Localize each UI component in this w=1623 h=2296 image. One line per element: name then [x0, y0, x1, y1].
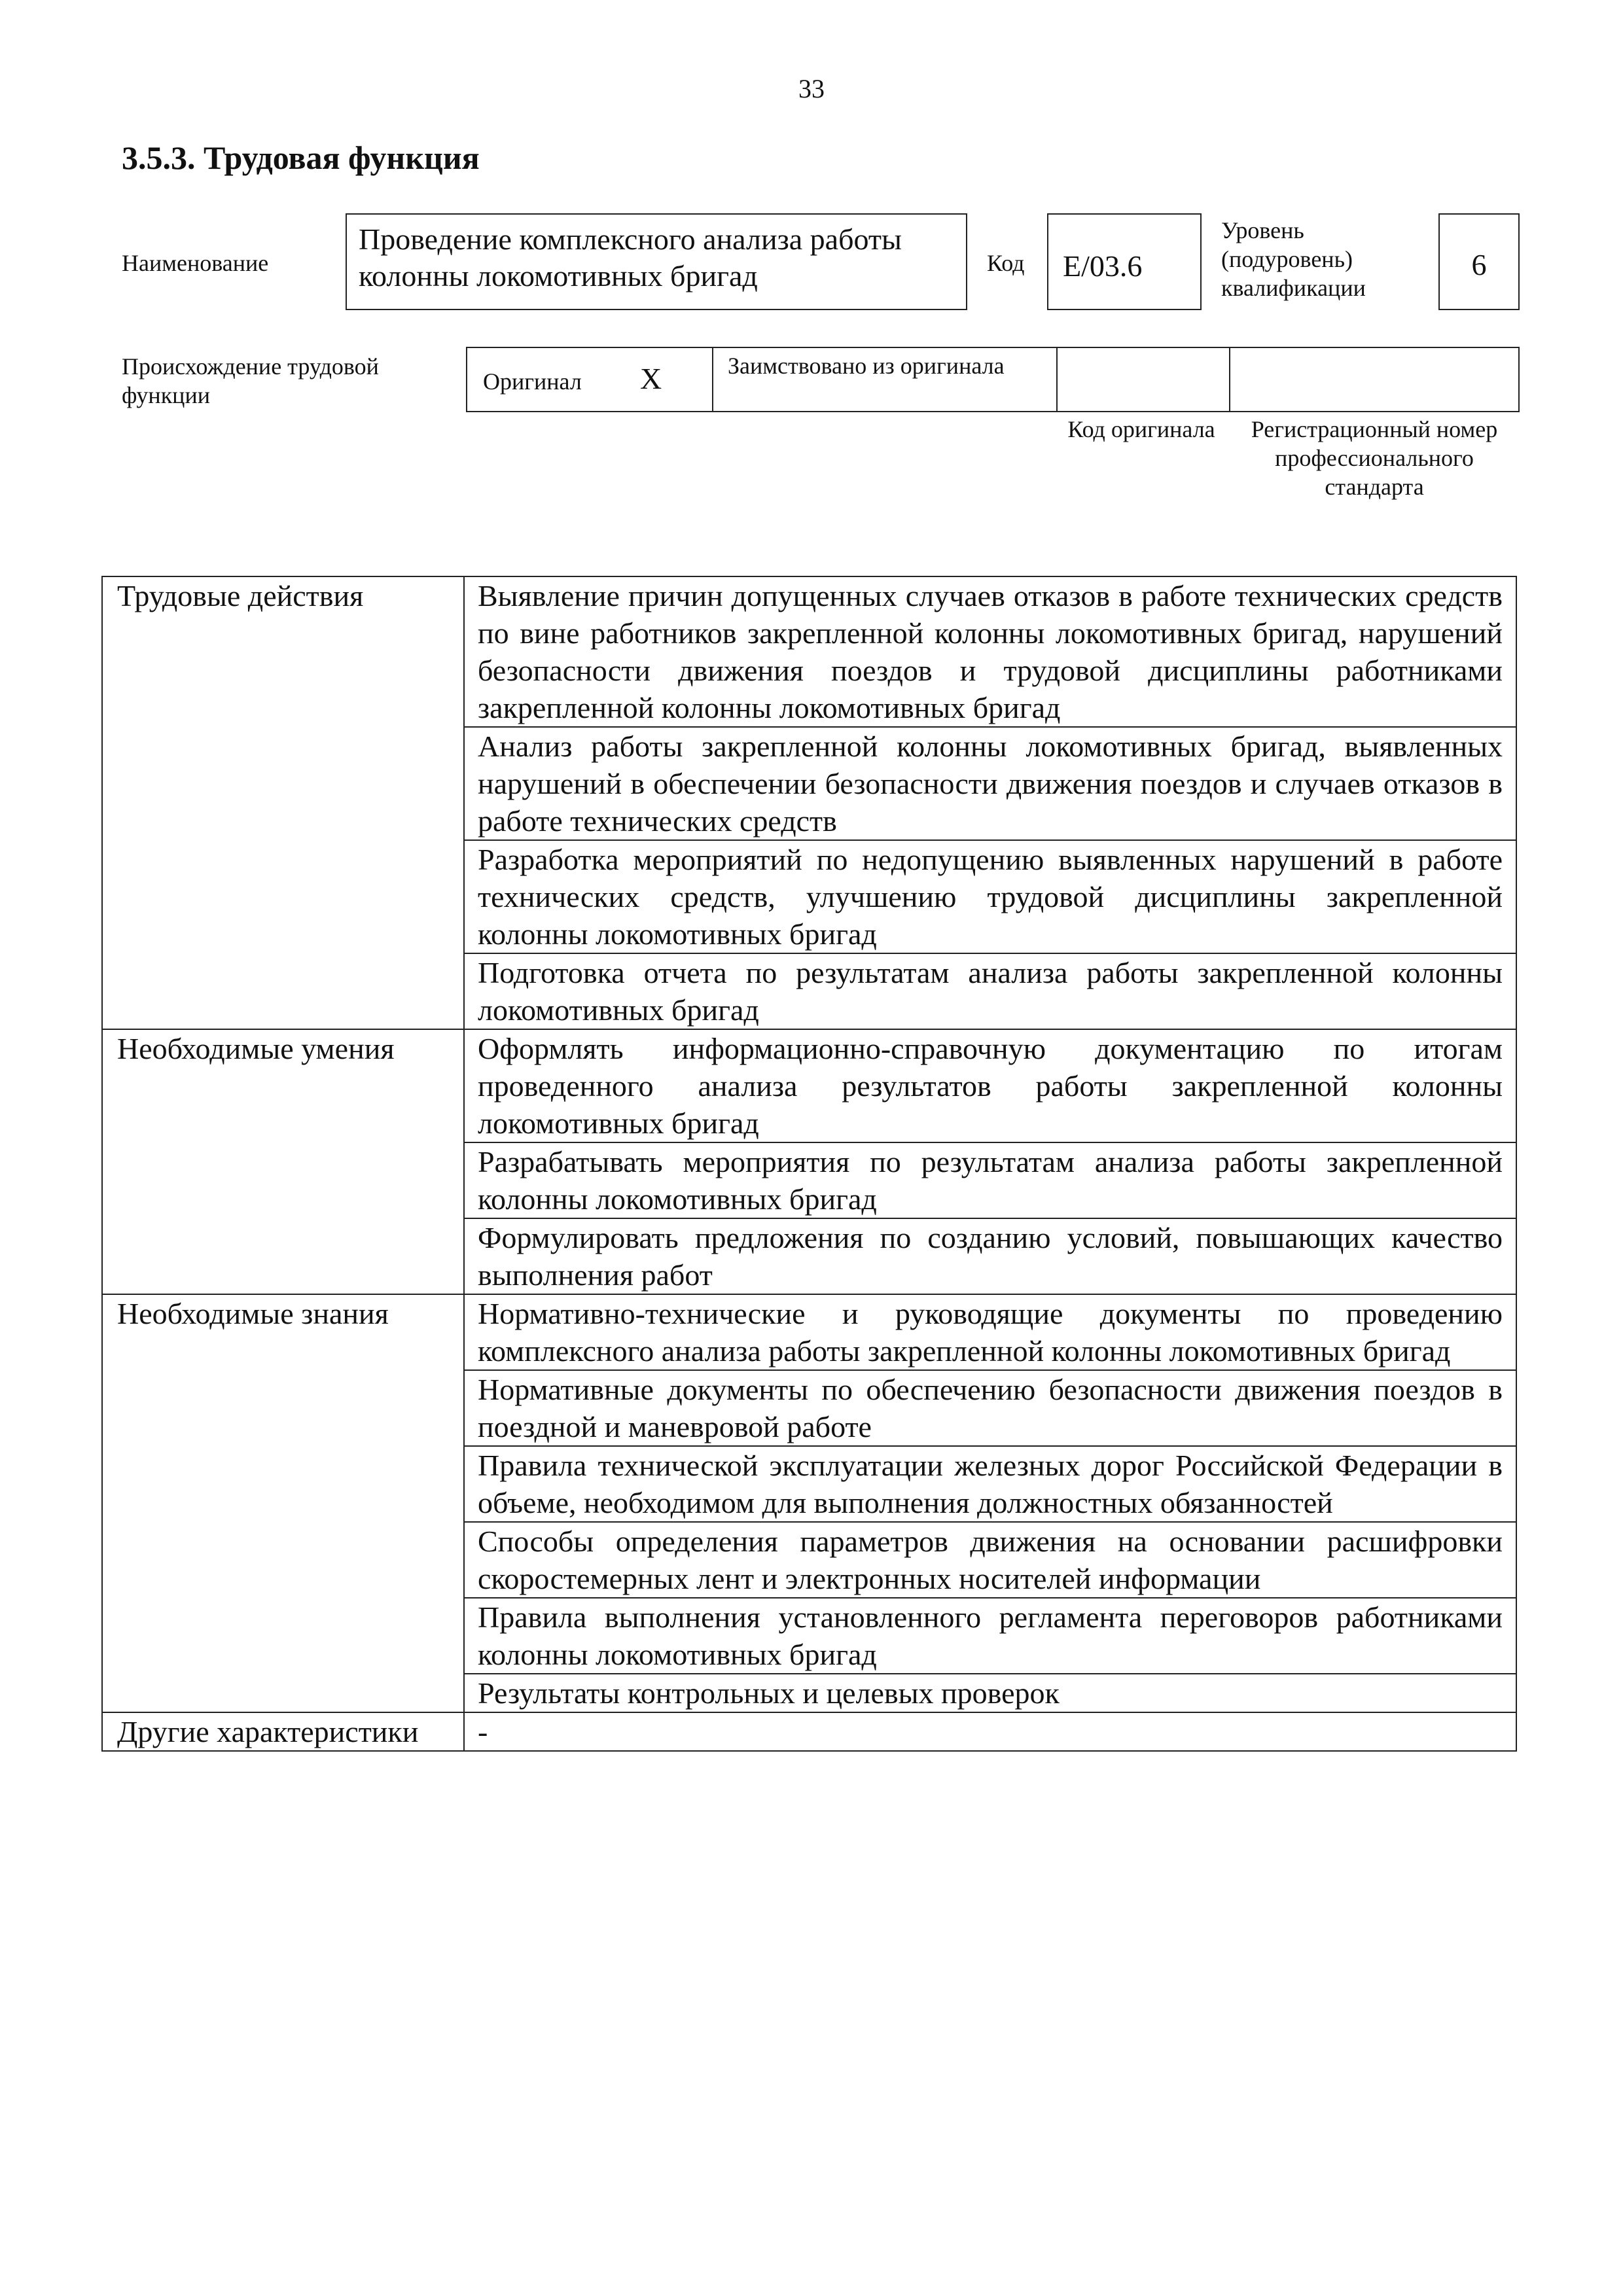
section-item: Разрабатывать мероприятия по результатам анализа работы закрепленной колонны локомотивных бригад: [464, 1142, 1516, 1218]
level-label-line-2: (подуровень): [1221, 246, 1353, 272]
reg-number-caption: Регистрационный номер профессионального стандарта: [1251, 416, 1498, 500]
page-number: 33: [798, 74, 825, 103]
original-mark: X: [640, 362, 662, 395]
code-box: [1047, 213, 1202, 310]
table-row: [102, 1029, 1516, 1142]
section-item: Нормативно-технические и руководящие документы по проведению комплексного анализа работы закрепленной колонны локомотивных бригад: [464, 1294, 1516, 1370]
section-item: Результаты контрольных и целевых проверок: [464, 1674, 1516, 1712]
section-heading: Необходимые умения: [102, 1029, 464, 1294]
origin-table: [466, 347, 1520, 412]
section-heading: Другие характеристики: [102, 1712, 464, 1751]
table-row: [102, 1294, 1516, 1370]
origin-label: Происхождение трудовой функции: [122, 353, 379, 408]
original-code-caption: Код оригинала: [1067, 416, 1215, 442]
level-value: 6: [1471, 248, 1487, 281]
function-name-value: Проведение комплексного анализа работы колонны локомотивных бригад: [359, 222, 902, 292]
borrowed-label: Заимствовано из оригинала: [728, 353, 1005, 379]
section-item: Способы определения параметров движения на основании расшифровки скоростемерных лент и электронных носителей информации: [464, 1522, 1516, 1598]
section-item: Подготовка отчета по результатам анализа работы закрепленной колонны локомотивных бригад: [464, 953, 1516, 1029]
table-row: [102, 1712, 1516, 1751]
section-item: Правила выполнения установленного регламента переговоров работниками колонны локомотивных бригад: [464, 1598, 1516, 1674]
table-row: [102, 576, 1516, 727]
function-name-box: [346, 213, 967, 310]
name-label: Наименование: [122, 250, 269, 276]
original-code-cell: [1058, 348, 1230, 411]
section-item: Формулировать предложения по созданию условий, повышающих качество выполнения работ: [464, 1218, 1516, 1294]
origin-borrowed-cell: [713, 348, 1058, 411]
code-label: Код: [987, 250, 1025, 276]
section-item: Правила технической эксплуатации железных дорог Российской Федерации в объеме, необходимом для выполнения должностных обязанностей: [464, 1446, 1516, 1522]
section-item: Разработка мероприятий по недопущению выявленных нарушений в работе технических средств, улучшению трудовой дисциплины закрепленной колонны локомотивных бригад: [464, 840, 1516, 953]
reg-number-cell: [1230, 348, 1521, 411]
labor-function-table: [101, 576, 1517, 1752]
code-value: E/03.6: [1063, 249, 1143, 283]
qualification-level-label: [1221, 216, 1366, 302]
level-label-line-3: квалификации: [1221, 275, 1366, 301]
origin-original-cell: [467, 348, 713, 411]
level-box: [1438, 213, 1520, 310]
section-item: Анализ работы закрепленной колонны локомотивных бригад, выявленных нарушений в обеспечении безопасности движения поездов и случаев отказов в работе технических средств: [464, 727, 1516, 840]
section-heading: Трудовые действия: [102, 576, 464, 1029]
section-item: Нормативные документы по обеспечению безопасности движения поездов в поездной и маневровой работе: [464, 1370, 1516, 1446]
section-item: Выявление причин допущенных случаев отказов в работе технических средств по вине работников закрепленной колонны локомотивных бригад, нарушений безопасности движения поездов и трудовой дисциплины работниками закрепленной колонны локомотивных бригад: [464, 576, 1516, 727]
original-label: Оригинал: [483, 368, 582, 395]
section-item: Оформлять информационно-справочную документацию по итогам проведенного анализа результатов работы закрепленной колонны локомотивных бригад: [464, 1029, 1516, 1142]
section-title: 3.5.3. Трудовая функция: [122, 139, 480, 176]
section-item: -: [464, 1712, 1516, 1751]
section-heading: Необходимые знания: [102, 1294, 464, 1712]
level-label-line-1: Уровень: [1221, 217, 1304, 243]
